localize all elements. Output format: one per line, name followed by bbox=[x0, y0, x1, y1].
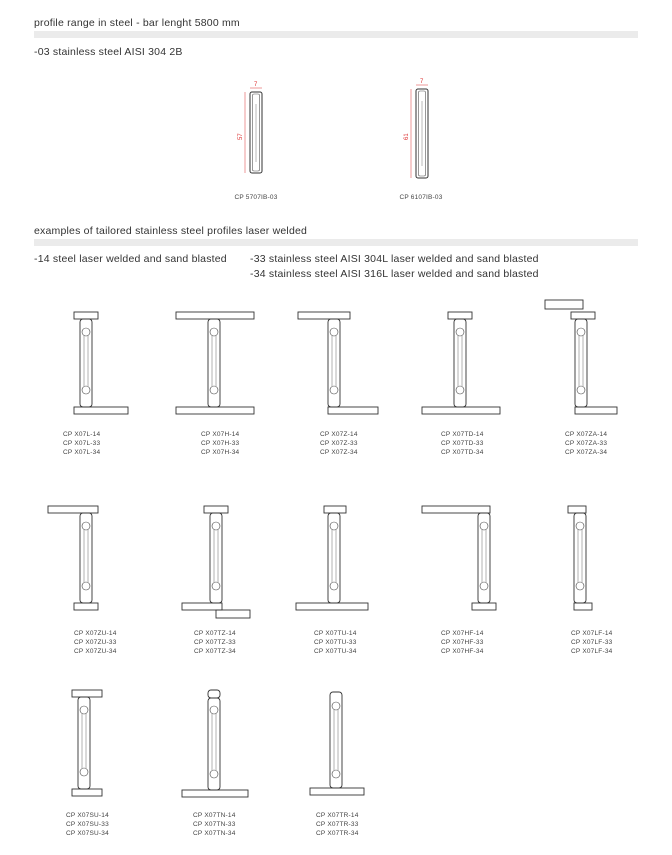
profile-caption bbox=[294, 629, 394, 656]
dim-top-label: 7 bbox=[420, 79, 424, 85]
profile-caption bbox=[173, 811, 273, 838]
profile-drawing-5707ib bbox=[236, 78, 276, 178]
profile-code: CP X07SU-14 bbox=[66, 812, 109, 819]
profile-caption bbox=[421, 629, 521, 656]
profile-code: CP X07LF-14 bbox=[571, 630, 613, 637]
profile-drawing-x07tr bbox=[308, 690, 368, 802]
profile-caption bbox=[45, 430, 143, 457]
profile-drawing-x07h bbox=[174, 310, 258, 416]
profile-code: CP X07H-34 bbox=[201, 449, 240, 456]
profile-caption bbox=[551, 629, 651, 656]
profile-code: CP X07TU-33 bbox=[314, 639, 357, 646]
profile-code: CP X07TZ-34 bbox=[194, 648, 236, 655]
profile-code: CP X07TR-33 bbox=[316, 821, 359, 828]
profile-code: CP X07LF-33 bbox=[571, 639, 613, 646]
profile-drawing-x07z bbox=[296, 310, 380, 416]
profile-code: CP X07HF-14 bbox=[441, 630, 484, 637]
profile-drawing-x07tn bbox=[180, 688, 252, 802]
profile-drawing-x07lf bbox=[562, 504, 598, 614]
profile-code: CP X07SU-33 bbox=[66, 821, 109, 828]
profile-code: CP X07ZU-14 bbox=[74, 630, 117, 637]
profile-drawing-x07su bbox=[66, 688, 108, 800]
profile-code: CP X07TD-33 bbox=[441, 440, 484, 447]
profile-code: CP X07HF-34 bbox=[441, 648, 484, 655]
profile-drawing-x07za bbox=[543, 298, 621, 416]
profile-caption bbox=[174, 629, 274, 656]
profile-caption bbox=[179, 430, 281, 457]
profile-code: CP X07LF-34 bbox=[571, 648, 613, 655]
profile-drawing-x07tz bbox=[178, 504, 254, 620]
section1-subtitle: -03 stainless steel AISI 304 2B bbox=[34, 46, 183, 58]
profile-caption bbox=[300, 430, 400, 457]
profile-code: CP X07L-14 bbox=[63, 431, 101, 438]
profile-code: CP X07ZA-34 bbox=[565, 449, 608, 456]
profile-code: CP X07SU-34 bbox=[66, 830, 109, 837]
profile-code: CP X07TN-14 bbox=[193, 812, 236, 819]
profile-caption bbox=[211, 193, 301, 202]
section2-title: examples of tailored stainless steel profiles laser welded bbox=[34, 225, 308, 237]
profile-code: CP 6107IB-03 bbox=[399, 194, 443, 201]
profile-code: CP X07TU-34 bbox=[314, 648, 357, 655]
profile-drawing-x07hf bbox=[420, 504, 500, 614]
profile-code: CP X07L-34 bbox=[63, 449, 101, 456]
legend-14: -14 steel laser welded and sand blasted bbox=[34, 253, 227, 265]
profile-caption bbox=[545, 430, 645, 457]
profile-code: CP X07Z-33 bbox=[320, 440, 358, 447]
profile-code: CP X07TZ-14 bbox=[194, 630, 236, 637]
profile-caption bbox=[50, 629, 154, 656]
profile-code: CP X07ZA-33 bbox=[565, 440, 608, 447]
profile-code: CP X07TR-14 bbox=[316, 812, 359, 819]
legend-34: -34 stainless steel AISI 316L laser welded and sand blasted bbox=[250, 268, 539, 280]
dim-top-label: 7 bbox=[254, 82, 258, 88]
profile-code: CP X07Z-14 bbox=[320, 431, 358, 438]
profile-code: CP 5707IB-03 bbox=[234, 194, 278, 201]
profile-drawing-x07tu bbox=[294, 504, 372, 614]
profile-caption bbox=[46, 811, 146, 838]
profile-code: CP X07TR-34 bbox=[316, 830, 359, 837]
legend-33: -33 stainless steel AISI 304L laser welded and sand blasted bbox=[250, 253, 539, 265]
profile-code: CP X07ZU-33 bbox=[74, 639, 117, 646]
profile-caption bbox=[296, 811, 396, 838]
profile-drawing-x07zu bbox=[46, 504, 106, 614]
profile-drawing-x07l bbox=[60, 310, 130, 416]
profile-code: CP X07TU-14 bbox=[314, 630, 357, 637]
profile-code: CP X07HF-33 bbox=[441, 639, 484, 646]
profile-code: CP X07ZU-34 bbox=[74, 648, 117, 655]
dim-side-label: 57 bbox=[238, 133, 244, 140]
profile-drawing-x07td bbox=[420, 310, 502, 416]
dim-side-label: 61 bbox=[404, 133, 410, 140]
profile-code: CP X07H-14 bbox=[201, 431, 240, 438]
section1-title: profile range in steel - bar lenght 5800 mm bbox=[34, 17, 240, 29]
section2-divider bbox=[34, 239, 638, 246]
profile-code: CP X07TD-14 bbox=[441, 431, 484, 438]
profile-code: CP X07TN-34 bbox=[193, 830, 236, 837]
profile-caption bbox=[376, 193, 466, 202]
profile-code: CP X07Z-34 bbox=[320, 449, 358, 456]
profile-code: CP X07L-33 bbox=[63, 440, 101, 447]
profile-code: CP X07TN-33 bbox=[193, 821, 236, 828]
profile-code: CP X07H-33 bbox=[201, 440, 240, 447]
section1-divider bbox=[34, 31, 638, 38]
profile-code: CP X07ZA-14 bbox=[565, 431, 608, 438]
profile-drawing-6107ib bbox=[402, 78, 442, 182]
profile-code: CP X07TD-34 bbox=[441, 449, 484, 456]
profile-caption bbox=[421, 430, 521, 457]
profile-code: CP X07TZ-33 bbox=[194, 639, 236, 646]
